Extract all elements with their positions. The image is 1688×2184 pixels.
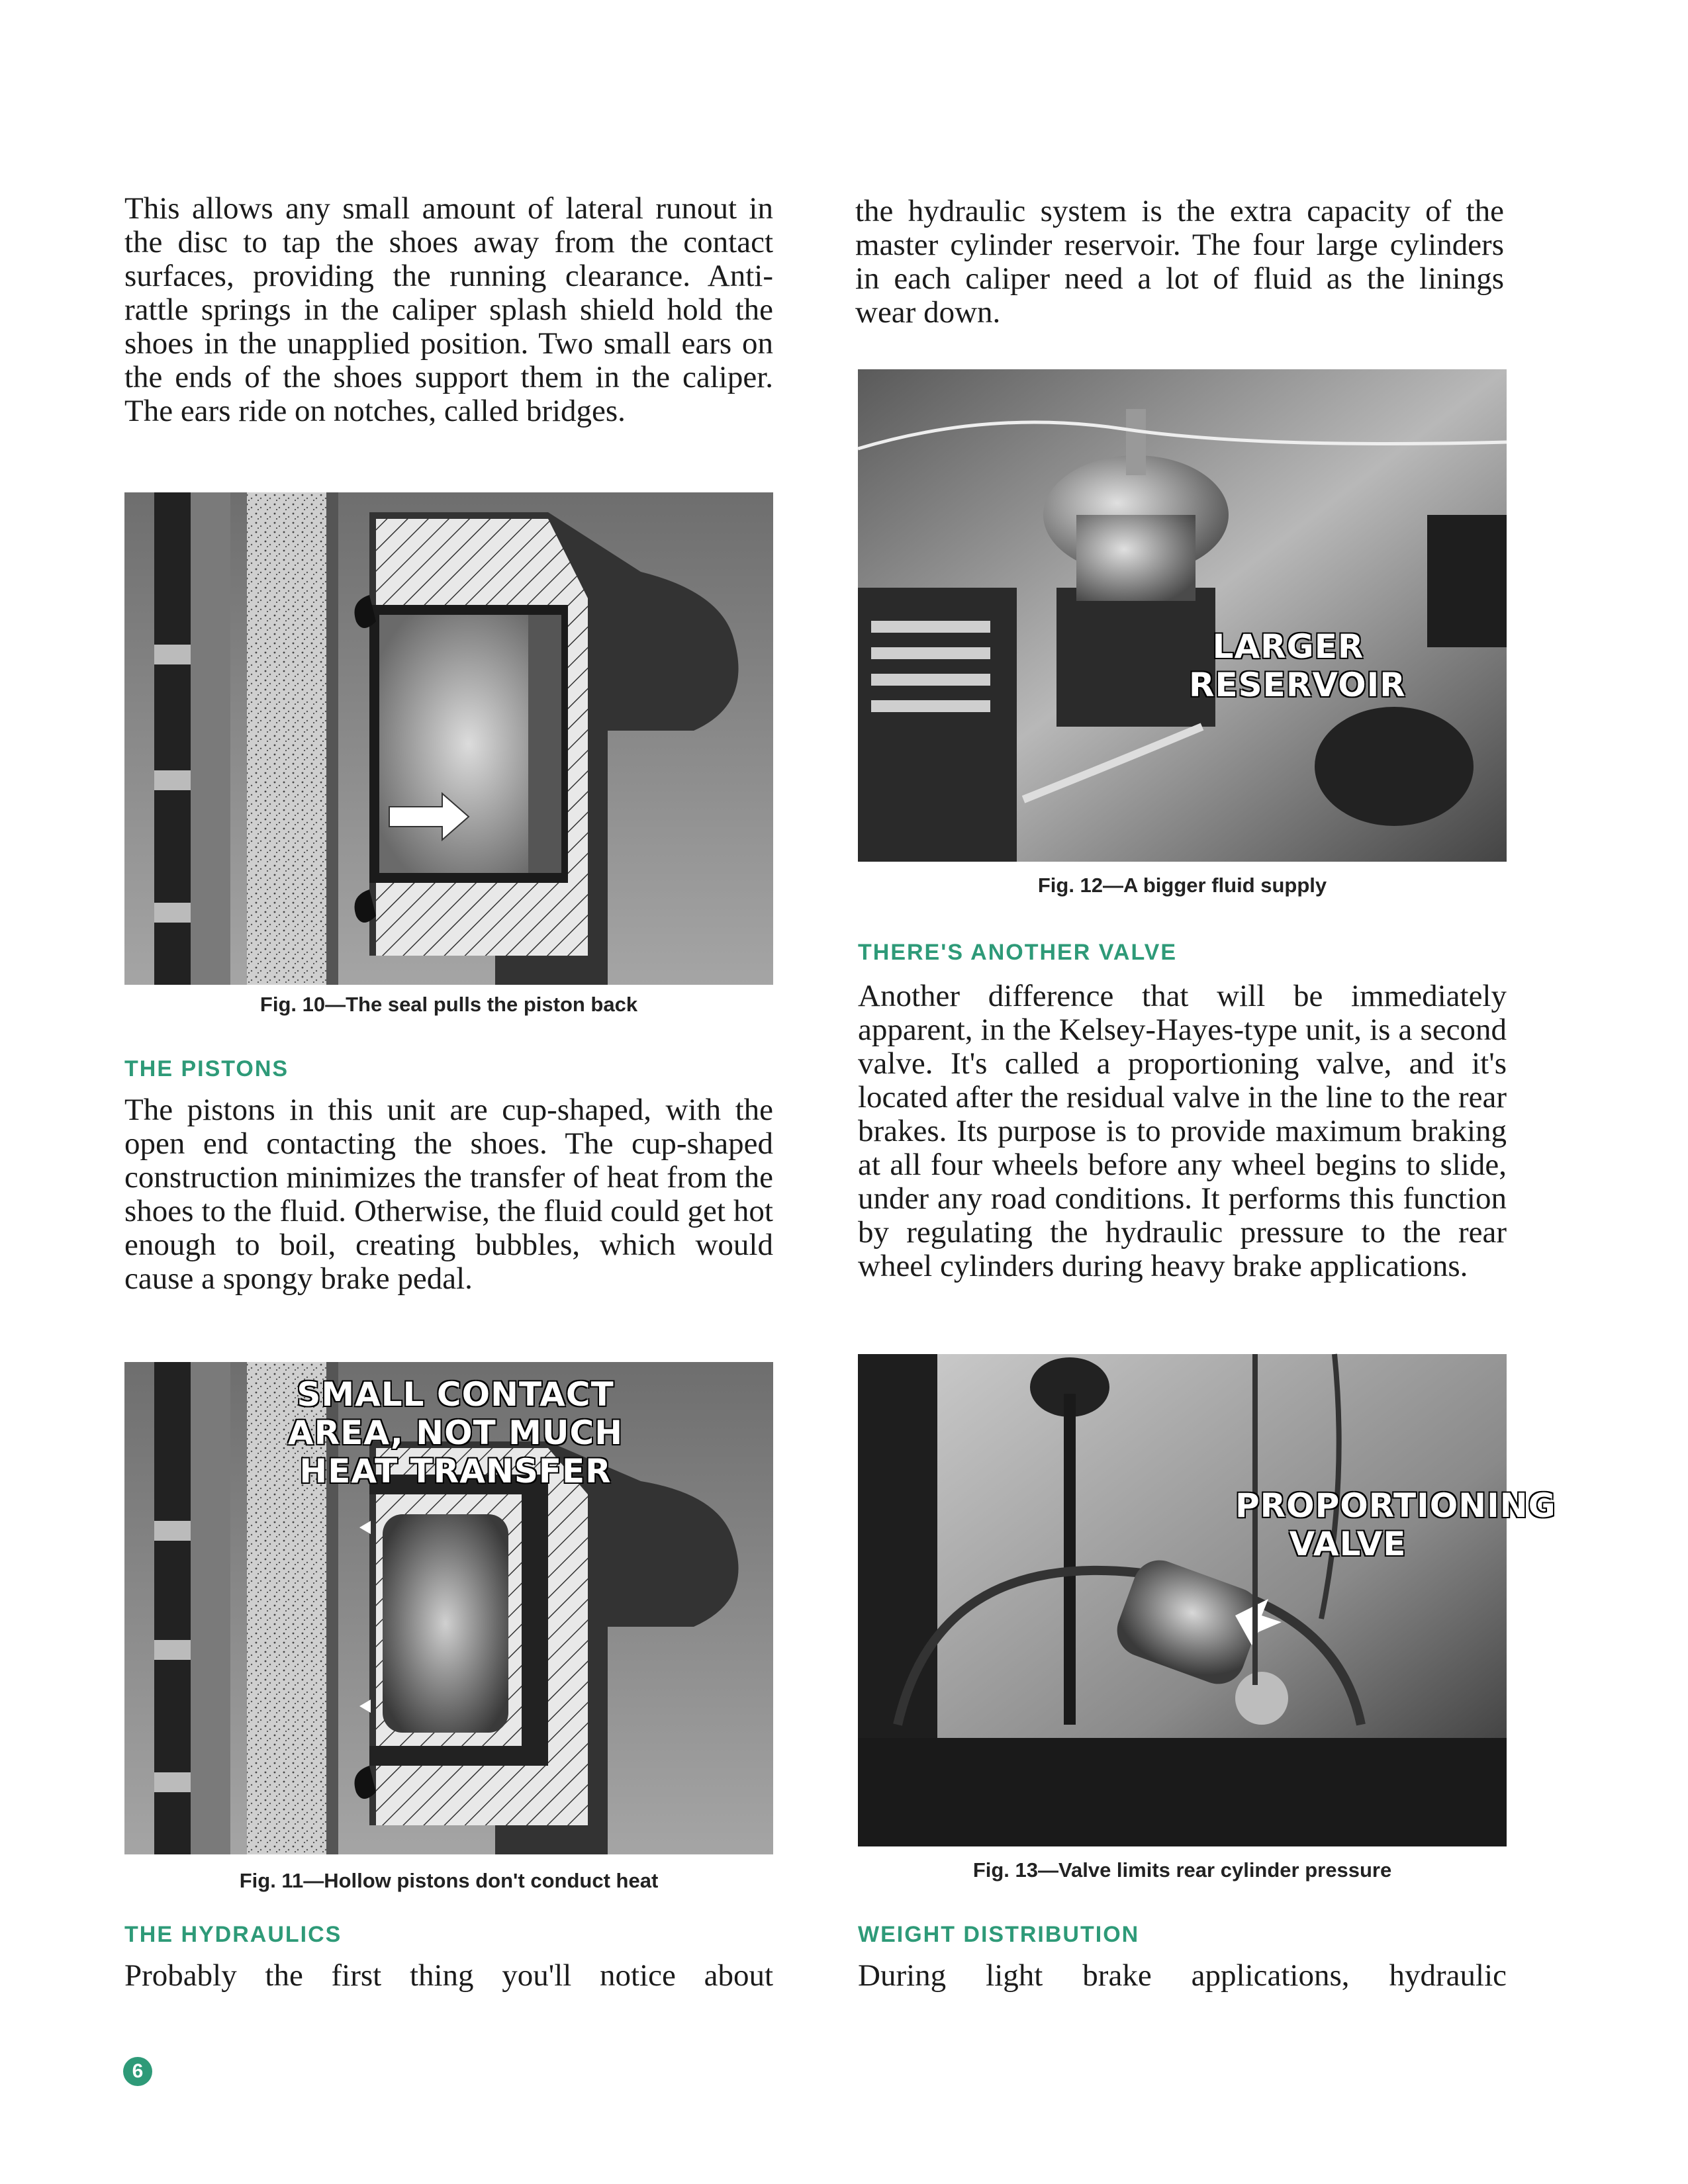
hydraulics-paragraph: Probably the first thing you'll notice about <box>124 1958 773 1993</box>
pistons-heading: THE PISTONS <box>124 1056 289 1081</box>
valve-heading: THERE'S ANOTHER VALVE <box>858 940 1178 965</box>
fig13-proportioning-valve-photo <box>858 1354 1556 1846</box>
fig12-overlay-label: LARGER RESERVOIR <box>1189 627 1406 704</box>
fig11-caption: Fig. 11—Hollow pistons don't conduct heat <box>239 1869 659 1892</box>
fig11-overlay-label: SMALL CONTACT AREA, NOT MUCH HEAT TRANSFER <box>287 1375 624 1490</box>
hydraulics-heading: THE HYDRAULICS <box>124 1922 342 1947</box>
weight-paragraph: During light brake applications, hydraulic <box>858 1958 1507 1993</box>
left-paragraph-1: This allows any small amount of lateral runout in the disc to tap the shoes away from the contact surfaces, providing the running clearance. Anti-rattle springs in the caliper splash shield hold the shoes in the unapplied position. Two small ears on the ends of the shoes support them in the caliper. The ears ride on notches, called bridges. <box>124 191 773 428</box>
fig12-master-cylinder-photo <box>858 369 1507 862</box>
weight-heading: WEIGHT DISTRIBUTION <box>858 1922 1140 1947</box>
page-number-badge: 6 <box>123 2057 152 2086</box>
fig12-caption: Fig. 12—A bigger fluid supply <box>1037 874 1327 897</box>
fig13-overlay-label: PROPORTIONING VALVE <box>1235 1486 1556 1563</box>
right-paragraph-1: the hydraulic system is the extra capacity of the master cylinder reservoir. The four large cylinders in each caliper need a lot of fluid as the linings wear down. <box>855 194 1504 330</box>
fig13-caption: Fig. 13—Valve limits rear cylinder pressure <box>972 1858 1392 1882</box>
valve-paragraph: Another difference that will be immediately apparent, in the Kelsey-Hayes-type unit, is a second valve. It's called a proportioning valve, and it's located after the residual valve in the line to the rear brakes. Its purpose is to provide maximum braking at all four wheels before any wheel begins to slide, under any road conditions. It performs this function by regulating the hydraulic pressure to the rear wheel cylinders during heavy brake applications. <box>858 979 1507 1283</box>
fig10-seal-diagram <box>124 492 773 985</box>
fig10-caption: Fig. 10—The seal pulls the piston back <box>259 993 638 1016</box>
pistons-paragraph: The pistons in this unit are cup-shaped, with the open end contacting the shoes. The cup-shaped construction minimizes the transfer of heat from the shoes to the fluid. Otherwise, the fluid could get hot enough to boil, creating bubbles, which would cause a spongy brake pedal. <box>124 1093 773 1296</box>
fig11-hollow-piston-diagram <box>124 1362 773 1854</box>
